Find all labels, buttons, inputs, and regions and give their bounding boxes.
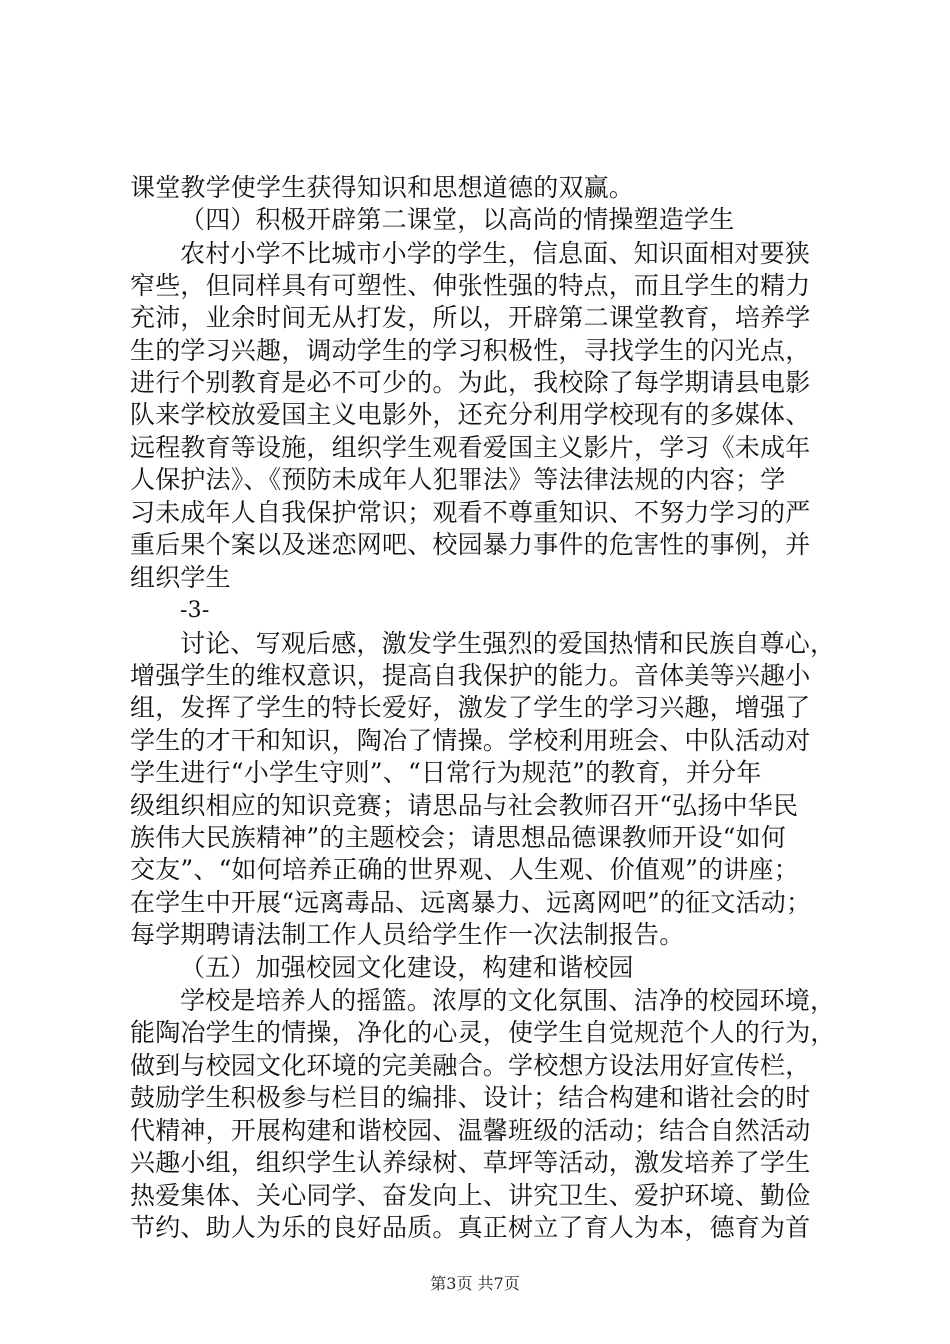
text-line: 能陶冶学生的情操，净化的心灵，使学生自觉规范个人的行为， [130, 1018, 836, 1047]
text-line: 组织学生 [130, 563, 231, 592]
text-line: 进行个别教育是必不可少的。为此，我校除了每学期请县电影 [130, 368, 811, 397]
text-line: 鼓励学生积极参与栏目的编排、设计；结合构建和谐社会的时 [130, 1083, 811, 1112]
text-line: 队来学校放爱国主义电影外，还充分利用学校现有的多媒体、 [130, 400, 811, 429]
section-heading: （五）加强校园文化建设，构建和谐校园 [180, 953, 634, 982]
text-line: 级组织相应的知识竞赛；请思品与社会教师召开“弘扬中华民 [130, 791, 799, 820]
text-line: 人保护法》、《预防未成年人犯罪法》等法律法规的内容；学 [130, 465, 786, 494]
text-line: 生的学习兴趣，调动学生的学习积极性，寻找学生的闪光点， [130, 336, 811, 365]
text-line: 重后果个案以及迷恋网吧、校园暴力事件的危害性的事例，并 [130, 530, 811, 559]
text-line: 农村小学不比城市小学的学生，信息面、知识面相对要狭 [180, 239, 811, 268]
text-line: 讨论、写观后感，激发学生强烈的爱国热情和民族自尊心， [180, 629, 836, 658]
text-line: 习未成年人自我保护常识；观看不尊重知识、不努力学习的严 [130, 498, 811, 527]
text-line: 在学生中开展“远离毒品、远离暴力、远离网吧”的征文活动； [130, 888, 812, 917]
text-line: 学生的才干和知识，陶冶了情操。学校利用班会、中队活动对 [130, 726, 811, 755]
text-line: 热爱集体、关心同学、奋发向上、讲究卫生、爱护环境、勤俭 [130, 1181, 811, 1210]
section-heading: （四）积极开辟第二课堂，以高尚的情操塑造学生 [180, 205, 735, 234]
inline-page-number: -3- [180, 598, 210, 623]
text-line: 族伟大民族精神”的主题校会；请思想品德课教师开设“如何 [130, 823, 786, 852]
text-line: 兴趣小组，组织学生认养绿树、草坪等活动，激发培养了学生 [130, 1148, 811, 1177]
text-line: 增强学生的维权意识，提高自我保护的能力。音体美等兴趣小 [130, 661, 811, 690]
text-line: 做到与校园文化环境的完美融合。学校想方设法用好宣传栏， [130, 1051, 811, 1080]
text-line: 每学期聘请法制工作人员给学生作一次法制报告。 [130, 920, 685, 949]
text-line: 交友”、“如何培养正确的世界观、人生观、价值观”的讲座； [130, 855, 799, 884]
page-footer: 第3页 共7页 [430, 1274, 520, 1293]
text-line: 组，发挥了学生的特长爱好，激发了学生的学习兴趣，增强了 [130, 693, 811, 722]
text-line: 代精神，开展构建和谐校园、温馨班级的活动；结合自然活动 [130, 1116, 811, 1145]
text-line: 窄些，但同样具有可塑性、伸张性强的特点，而且学生的精力 [130, 271, 811, 300]
text-line: 课堂教学使学生获得知识和思想道德的双赢。 [130, 173, 635, 202]
text-line: 充沛，业余时间无从打发，所以，开辟第二课堂教育，培养学 [130, 303, 811, 332]
text-line: 节约、助人为乐的良好品质。真正树立了育人为本，德育为首 [130, 1213, 811, 1242]
text-line: 学生进行“小学生守则”、“日常行为规范”的教育，并分年 [130, 758, 762, 787]
text-line: 学校是培养人的摇篮。浓厚的文化氛围、洁净的校园环境， [180, 986, 836, 1015]
text-line: 远程教育等设施，组织学生观看爱国主义影片，学习《未成年 [130, 433, 811, 462]
